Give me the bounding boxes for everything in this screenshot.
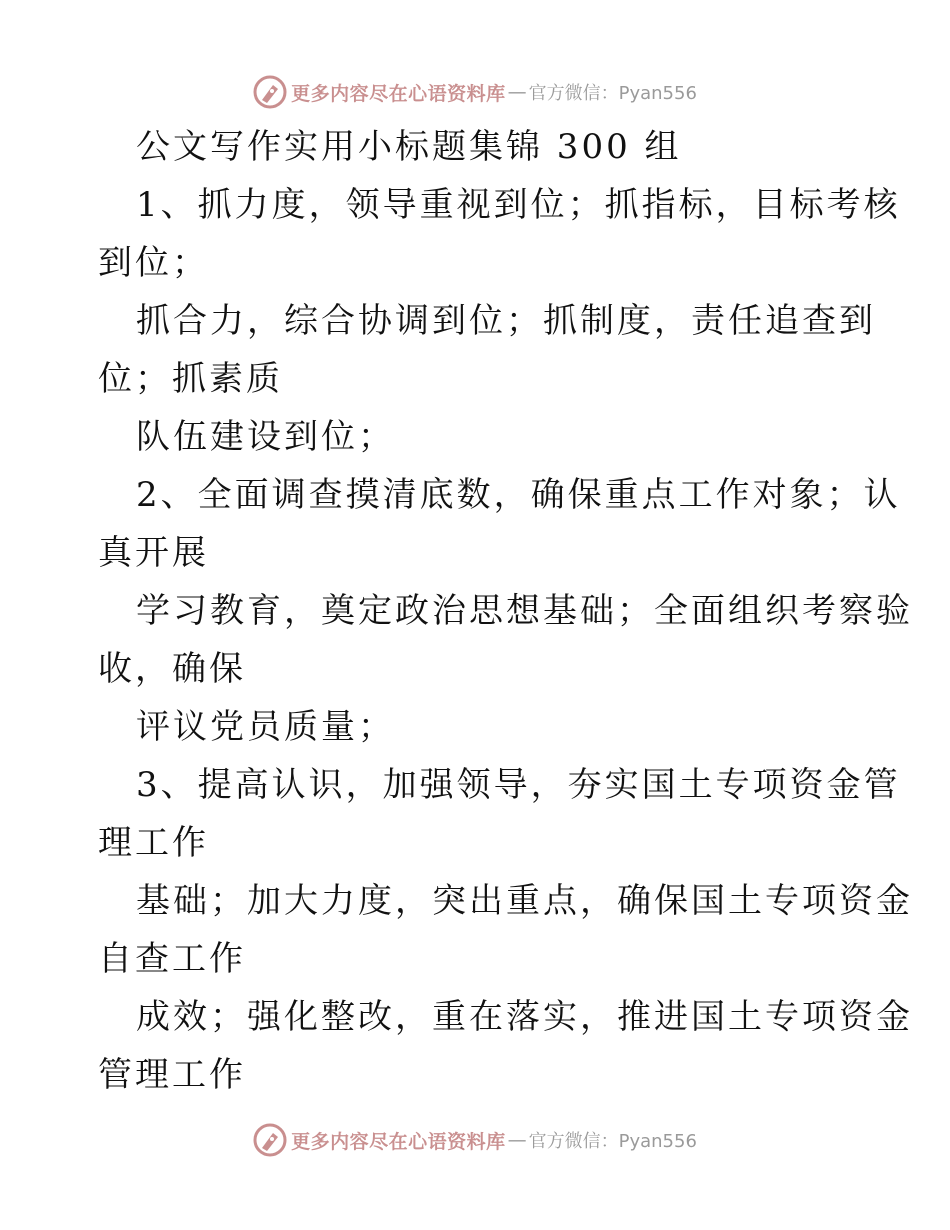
text-line: 自查工作 (98, 939, 246, 979)
text-line: 真开展 (98, 533, 209, 573)
watermark-dash: — (507, 1129, 527, 1151)
watermark-dash: — (507, 81, 527, 103)
text-line: 理工作 (98, 823, 209, 863)
header-watermark (0, 72, 950, 112)
text-line: 抓合力，综合协调到位；抓制度，责任追查到 (136, 301, 876, 341)
watermark-wechat-text: 官方微信：Pyan556 (528, 83, 697, 104)
watermark-main-text: 更多内容尽在心语资料库 (291, 82, 506, 105)
text-line: 1、抓力度，领导重视到位；抓指标，目标考核 (136, 185, 901, 225)
text-line: 成效；强化整改，重在落实，推进国土专项资金 (136, 997, 913, 1037)
pen-nib-logo-icon (253, 1123, 287, 1157)
text-line: 队伍建设到位； (136, 417, 395, 457)
text-line: 到位； (98, 243, 209, 283)
footer-watermark (0, 1120, 950, 1160)
text-line: 基础；加大力度，突出重点，确保国土专项资金 (136, 881, 913, 921)
text-line: 评议党员质量； (136, 707, 395, 747)
text-line: 位；抓素质 (98, 359, 283, 399)
pen-nib-logo-icon (253, 75, 287, 109)
text-line: 公文写作实用小标题集锦 300 组 (136, 127, 682, 167)
text-line: 2、全面调查摸清底数，确保重点工作对象；认 (136, 475, 901, 515)
watermark-wechat-text: 官方微信：Pyan556 (528, 1131, 697, 1152)
text-line: 管理工作 (98, 1055, 246, 1095)
text-line: 学习教育，奠定政治思想基础；全面组织考察验 (136, 591, 913, 631)
document-body (98, 118, 913, 1104)
text-line: 收，确保 (98, 649, 246, 689)
watermark-main-text: 更多内容尽在心语资料库 (291, 1130, 506, 1153)
text-line: 3、提高认识，加强领导，夯实国土专项资金管 (136, 765, 901, 805)
